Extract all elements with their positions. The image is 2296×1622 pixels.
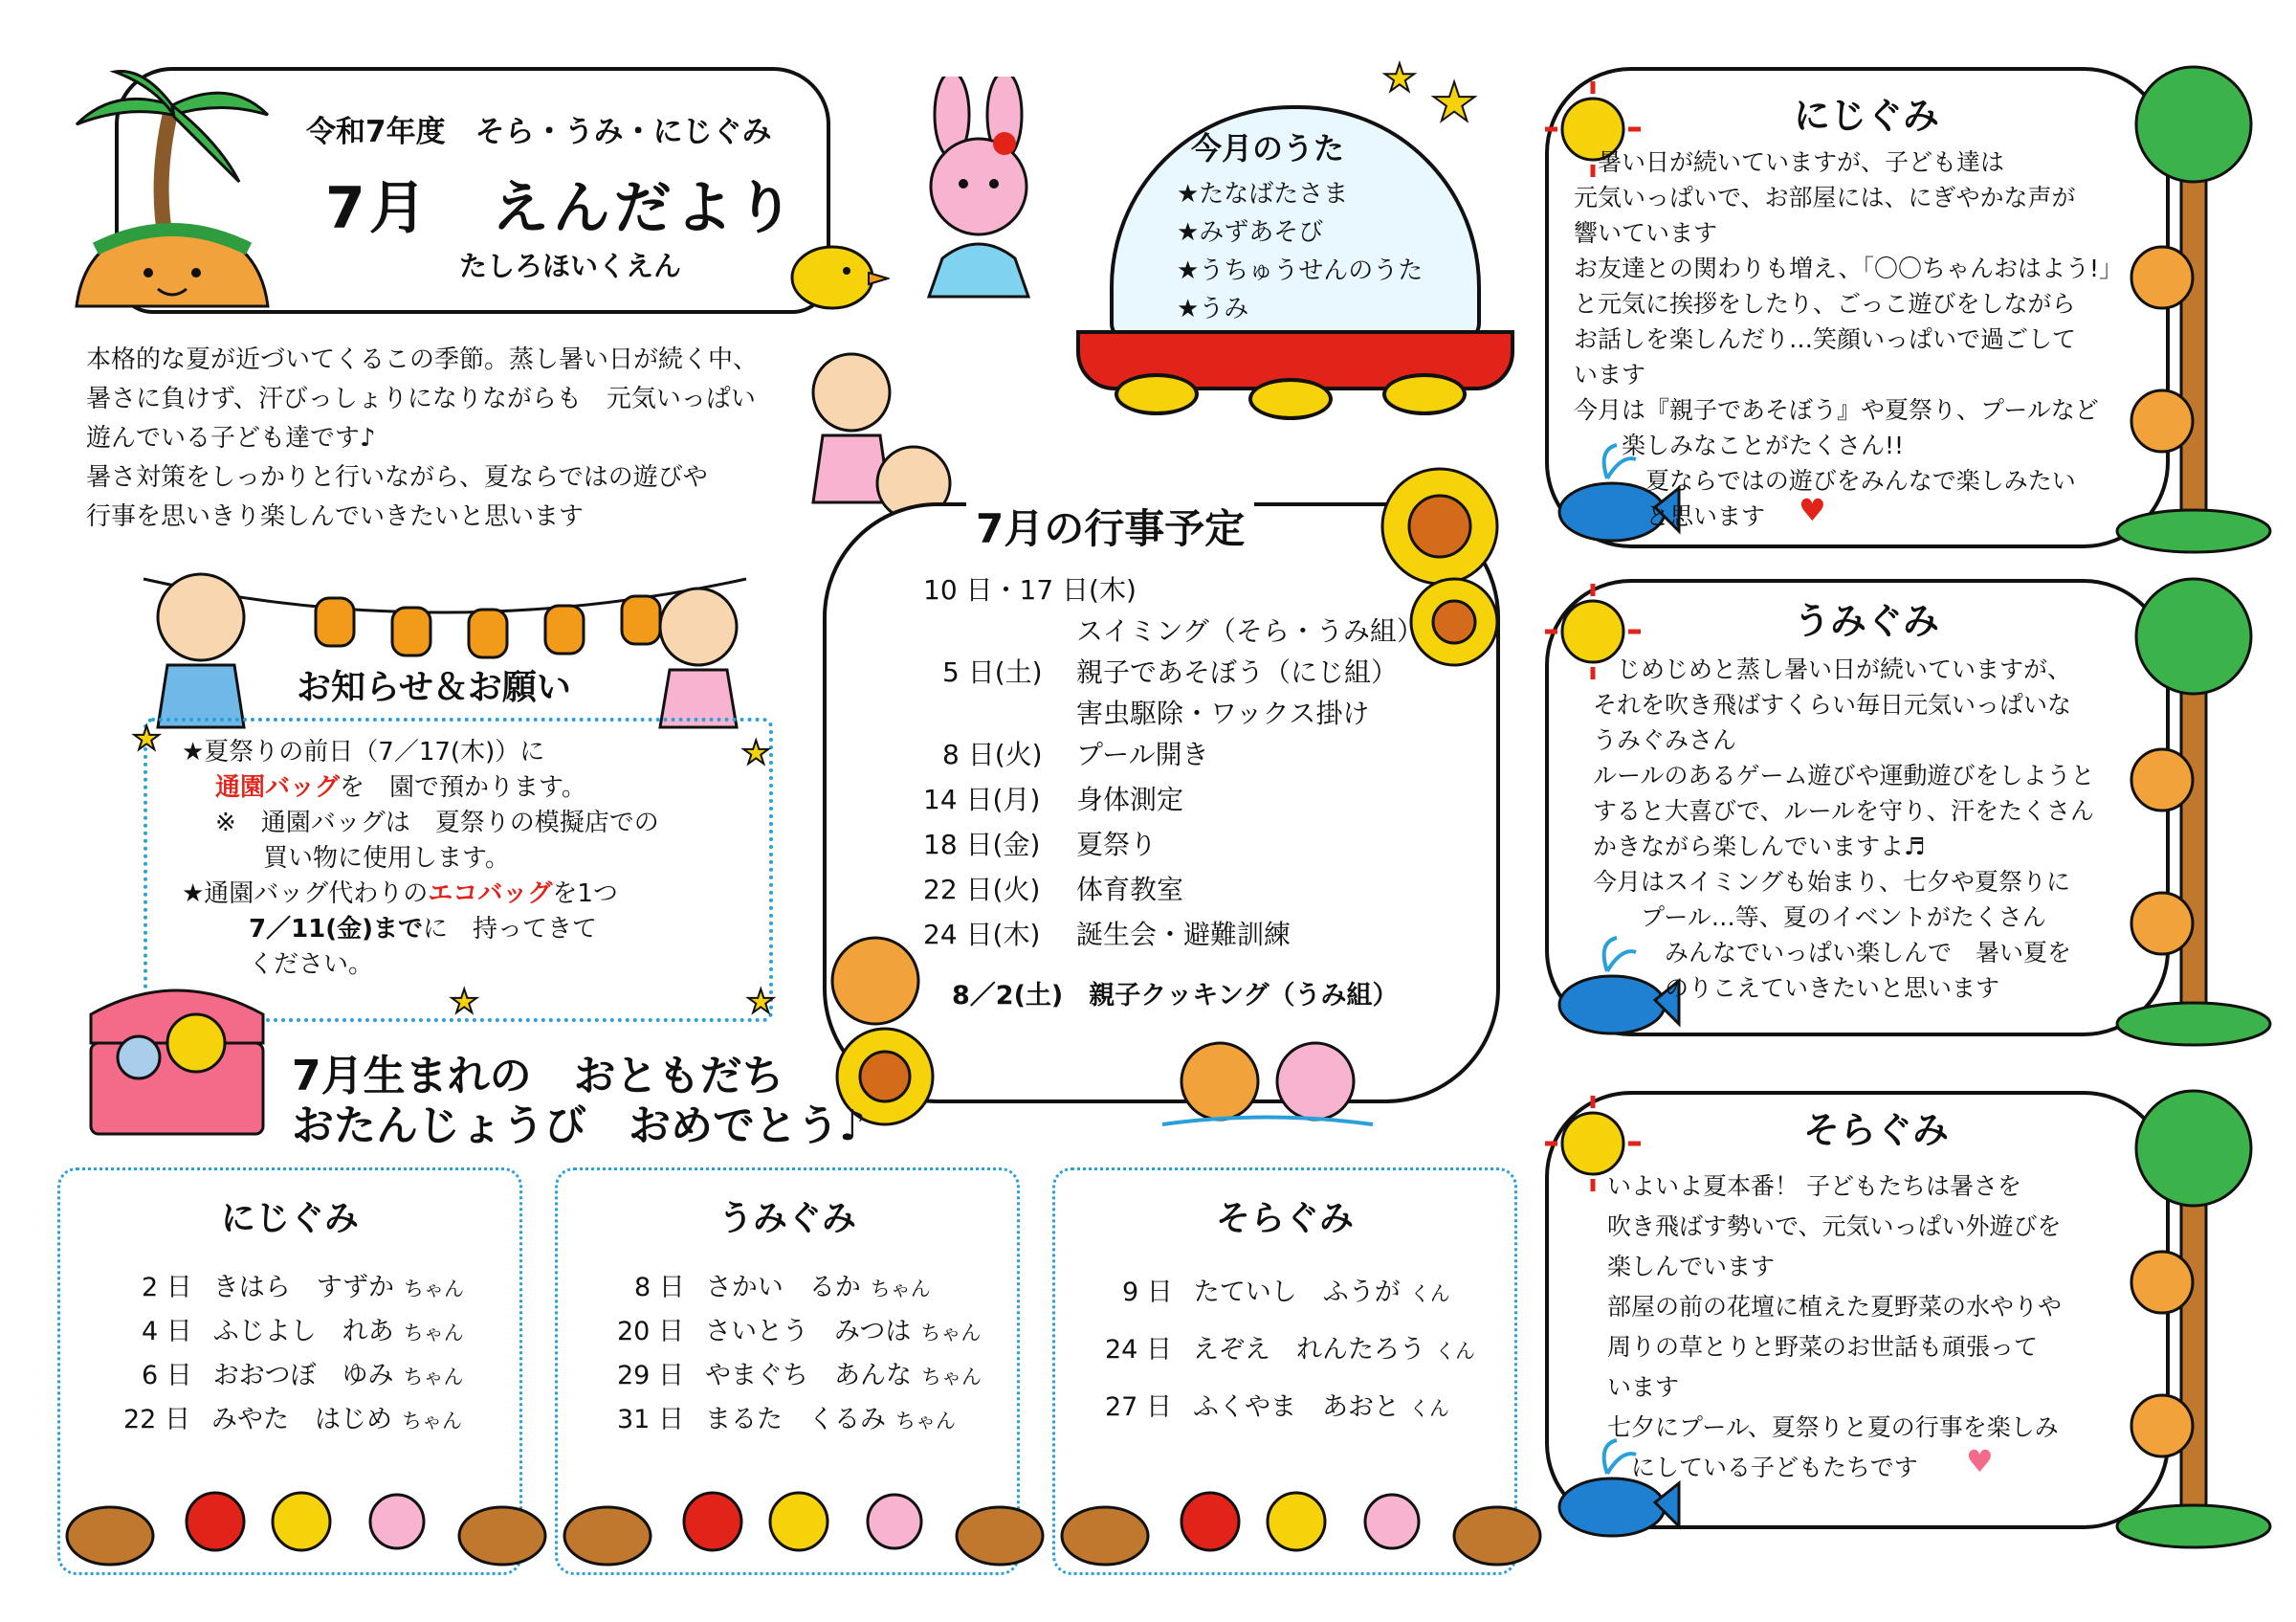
event-row-date: 18 日(金) [923, 829, 1041, 860]
song-item-2: ★みずあそび [1177, 218, 1324, 247]
swimming-animals-illustration [1158, 1029, 1378, 1139]
birthday-name: みやた はじめ [210, 1405, 392, 1434]
notice-line-1: ★夏祭りの前日（7／17(木)）に [182, 738, 545, 767]
notice-line-3: ※ 通園バッグは 夏祭りの模擬店での [215, 809, 659, 837]
birthday-group-title: うみぐみ [718, 1199, 856, 1238]
palm-monkeys-illustration [2105, 1081, 2277, 1550]
birthday-suffix: ちゃん [920, 1366, 982, 1389]
birthday-day: 24 日 [1105, 1335, 1172, 1365]
sora-line-1: いよいよ夏本番！ 子どもたちは暑さを [1607, 1172, 2021, 1200]
school-bag-highlight: 通園バッグ [215, 773, 341, 802]
sea-creatures-illustration [53, 1455, 1545, 1569]
birthday-suffix: ちゃん [920, 1322, 982, 1344]
birthday-suffix: ちゃん [404, 1278, 465, 1300]
intro-line-1: 本格的な夏が近づいてくるこの季節。蒸し暑い日が続く中、 [86, 345, 759, 374]
notice-line-6-rest: に 持ってきて [423, 915, 598, 944]
treasure-chest-illustration [81, 976, 273, 1144]
birthday-day: 22 日 [123, 1405, 190, 1434]
birthday-day: 4 日 [142, 1317, 192, 1346]
sora-line-2: 吹き飛ばす勢いで、元気いっぱい外遊びを [1607, 1212, 2062, 1240]
star-icon: ★ [132, 720, 162, 758]
birthday-row [142, 1266, 464, 1303]
birthday-heading-1: 7月生まれの おともだち [292, 1052, 784, 1100]
star-icon: ★ [450, 983, 479, 1021]
chick-illustration [784, 234, 890, 316]
palm-island-illustration [57, 67, 277, 325]
birthday-row [142, 1310, 464, 1347]
birthday-suffix: ちゃん [870, 1278, 931, 1300]
niji-line-5: と元気に挨拶をしたり、ごっこ遊びをしながら [1574, 290, 2076, 318]
niji-line-2: 元気いっぱいで、お部屋には、にぎやかな声が [1574, 184, 2076, 211]
song-title: 今月のうた [1191, 130, 1345, 167]
star-icon: ★ [746, 983, 776, 1021]
niji-line-7: います [1574, 361, 1646, 389]
school-name: たしろほいくえん [459, 250, 682, 282]
birthday-suffix: ちゃん [894, 1410, 956, 1433]
event-row-name: プール開き [1076, 739, 1209, 770]
birthday-heading-2: おたんじょうび おめでとう♪ [292, 1101, 867, 1150]
birthday-name: ふじよし れあ [212, 1317, 394, 1346]
birthday-group-title: にじぐみ [220, 1199, 359, 1238]
birthday-name: さいとう みつは [704, 1317, 912, 1346]
niji-line-6: お話しを楽しんだり…笑顔いっぱいで過ごして [1574, 325, 2077, 353]
header-year-line: 令和7年度 そら・うみ・にじぐみ [306, 115, 772, 149]
sora-line-5: 周りの草とりと野菜のお世話も頑張って [1607, 1333, 2039, 1361]
song-wheel-1 [1115, 373, 1199, 415]
birthday-suffix: くん [1434, 1340, 1475, 1363]
birthday-day: 29 日 [617, 1361, 684, 1390]
page-title: 7月 えんだより [325, 175, 798, 242]
birthday-day: 27 日 [1105, 1392, 1172, 1422]
umi-line-7: 今月はスイミングも始まり、七夕や夏祭りに [1593, 868, 2071, 896]
song-item-3: ★うちゅうせんのうた [1177, 256, 1424, 285]
birthday-row [634, 1266, 931, 1303]
birthday-suffix: くん [1408, 1397, 1449, 1420]
birthday-day: 2 日 [142, 1273, 192, 1302]
heart-icon: ♥ [1799, 492, 1826, 528]
event-row-name: 体育教室 [1076, 874, 1184, 905]
notice-line-5-pre: ★通園バッグ代わりの [182, 879, 429, 908]
birthday-day: 6 日 [142, 1361, 192, 1390]
notice-line-5 [182, 874, 618, 909]
event-row-date: 5 日(土) [942, 656, 1043, 688]
birthday-suffix: くん [1409, 1282, 1450, 1305]
palm-monkeys-illustration [2105, 57, 2277, 555]
sora-line-3: 楽しんでいます [1607, 1253, 1776, 1280]
notice-line-2 [215, 767, 586, 803]
birthday-suffix: ちゃん [401, 1410, 462, 1433]
birthday-row [617, 1310, 981, 1347]
sora-line-4: 部屋の前の花壇に植えた夏野菜の水やりや [1607, 1293, 2063, 1321]
event-row-name: 夏祭り [1076, 829, 1158, 860]
birthday-suffix: ちゃん [403, 1366, 464, 1389]
niji-line-4: お友達との関わりも増え、「〇〇ちゃんおはよう!」 [1574, 255, 2124, 282]
song-item-1: ★たなばたさま [1177, 180, 1349, 209]
birthday-row [142, 1354, 464, 1391]
umi-line-8: プール…等、夏のイベントがたくさん [1593, 903, 2046, 931]
umi-line-4: ルールのあるゲーム遊びや運動遊びをしようと [1593, 762, 2095, 789]
heart-icon: ♥ [1966, 1443, 1994, 1479]
notice-line-6 [249, 909, 597, 944]
birthday-day: 20 日 [617, 1317, 684, 1346]
class-title-sora: そらぐみ [1803, 1109, 1950, 1151]
eco-bag-highlight: エコバッグ [428, 879, 553, 908]
birthday-day: 9 日 [1122, 1278, 1173, 1307]
event-row-name: 誕生会・避難訓練 [1076, 919, 1292, 950]
birthday-row [617, 1398, 956, 1435]
events-title: 7月の行事予定 [966, 498, 1254, 555]
event-row-date: 24 日(木) [923, 919, 1041, 950]
intro-line-3: 遊んでいる子ども達です♪ [86, 424, 376, 453]
birthday-group-title: そらぐみ [1215, 1199, 1354, 1238]
intro-line-4: 暑さ対策をしっかりと行いながら、夏ならではの遊びや [86, 463, 708, 492]
event-row-date: 8 日(火) [942, 739, 1043, 770]
birthday-row [617, 1354, 982, 1391]
notice-title: お知らせ＆お願い [297, 668, 571, 707]
birthday-name: やまぐち あんな [704, 1361, 912, 1390]
umi-line-1: じめじめと蒸し暑い日が続いていますが、 [1593, 655, 2072, 683]
song-wheel-2 [1248, 378, 1333, 420]
star-icon: ★ [1382, 56, 1417, 100]
class-title-niji: にじぐみ [1794, 95, 1940, 137]
sora-line-8: にしている子どもたちです [1607, 1454, 1918, 1481]
niji-line-11: と思います [1574, 502, 1766, 530]
event-row-date: 22 日(火) [923, 874, 1041, 905]
niji-line-9: 楽しみなことがたくさん!! [1574, 432, 1905, 459]
star-icon: ★ [1430, 72, 1479, 134]
birthday-suffix: ちゃん [403, 1322, 464, 1344]
palm-monkeys-illustration [2105, 569, 2277, 1048]
birthday-name: さかい るか [705, 1273, 861, 1302]
sora-line-7: 七夕にプール、夏祭りと夏の行事を楽しみ [1607, 1413, 2059, 1441]
niji-line-10: 夏ならではの遊びをみんなで楽しみたい [1574, 467, 2076, 495]
birthday-day: 8 日 [634, 1273, 685, 1302]
event-row: 10 日・17 日(木) [923, 574, 1137, 606]
niji-line-3: 響いています [1574, 219, 1718, 247]
birthday-name: まるた くるみ [704, 1405, 886, 1434]
birthday-row [1122, 1271, 1450, 1308]
class-title-umi: うみぐみ [1794, 600, 1940, 642]
birthday-name: おおつぼ ゆみ [212, 1361, 394, 1390]
umi-line-6: かきながら楽しんでいますよ♬ [1593, 833, 1926, 860]
birthday-name: えぞえ れんたろう [1192, 1335, 1425, 1365]
notice-line-7: ください。 [249, 950, 374, 979]
umi-line-3: うみぐみさん [1593, 726, 1737, 754]
birthday-name: たていし ふうが [1193, 1278, 1401, 1307]
birthday-name: きはら すずか [212, 1273, 395, 1302]
song-item-4: ★うみ [1177, 295, 1249, 323]
event-row: 害虫駆除・ワックス掛け [1076, 698, 1370, 729]
notice-line-5-post: を1つ [552, 879, 618, 908]
umi-line-2: それを吹き飛ばすくらい毎日元気いっぱいな [1593, 691, 2072, 719]
event-row: スイミング（そら・うみ組） [1076, 615, 1424, 647]
birthday-day: 31 日 [617, 1405, 684, 1434]
niji-line-1: 暑い日が続いていますが、子ども達は [1574, 148, 2005, 176]
intro-line-2: 暑さに負けず、汗びっしょりになりながらも 元気いっぱい [86, 385, 756, 413]
intro-line-5: 行事を思いきり楽しんでいきたいと思います [86, 502, 585, 531]
event-extra: 8／2(土) 親子クッキング（うみ組） [952, 981, 1399, 1011]
song-wheel-3 [1382, 373, 1467, 415]
event-row-name: 親子であそぼう（にじ組） [1076, 656, 1399, 688]
umi-line-5: すると大喜びで、ルールを守り、汗をたくさん [1593, 797, 2095, 825]
birthday-name: ふくやま あおと [1192, 1392, 1400, 1422]
umi-line-9: みんなでいっぱい楽しんで 暑い夏を [1593, 939, 2072, 967]
star-icon: ★ [741, 734, 771, 772]
birthday-row [1105, 1328, 1475, 1366]
event-row-name: 身体測定 [1076, 784, 1184, 815]
birthday-row [123, 1398, 462, 1435]
sora-line-6: います [1607, 1373, 1680, 1401]
notice-line-4: 買い物に使用します。 [263, 844, 510, 873]
bunny-hula-illustration [894, 77, 1067, 316]
niji-line-8: 今月は『親子であそぼう』や夏祭り、プールなど [1574, 396, 2099, 424]
event-row-date: 14 日(月) [923, 784, 1041, 815]
umi-line-10: のりこえていきたいと思います [1593, 974, 2000, 1002]
birthday-row [1105, 1386, 1449, 1423]
deadline-date: 7／11(金)まで [249, 915, 424, 944]
notice-line-2-rest: を 園で預かります。 [340, 773, 586, 802]
